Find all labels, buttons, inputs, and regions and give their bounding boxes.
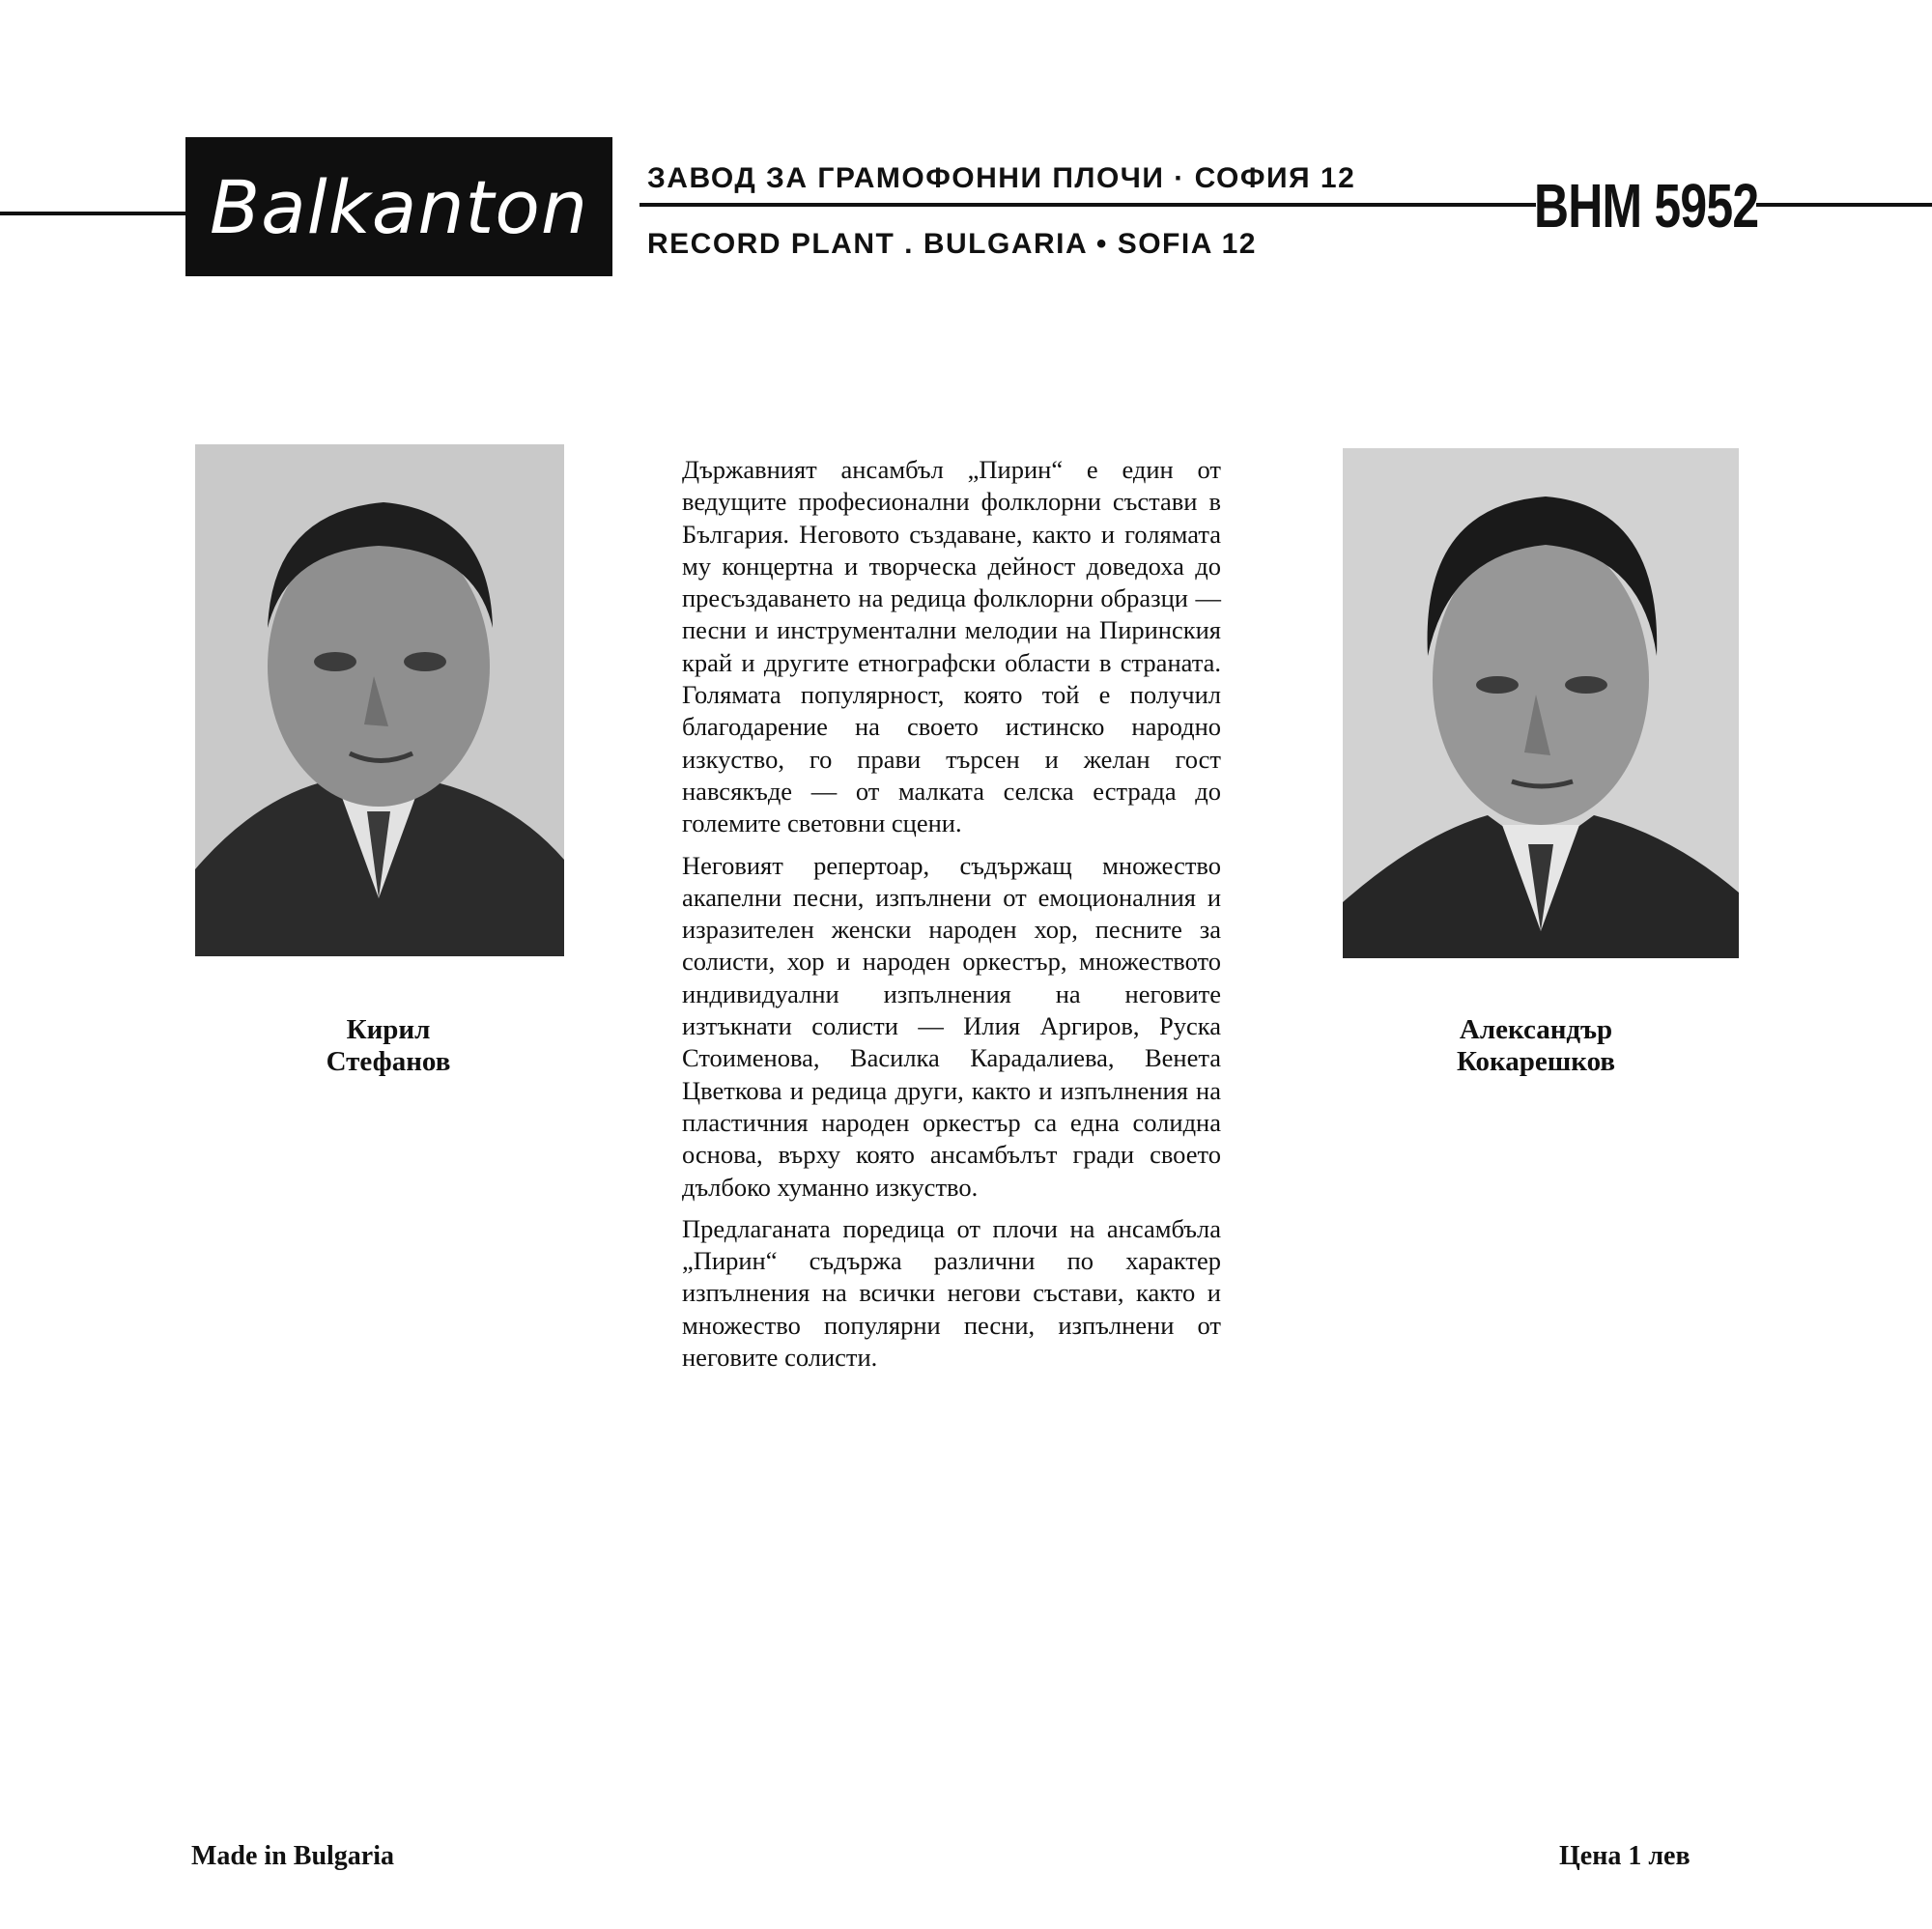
header-line-english: RECORD PLANT . BULGARIA • SOFIA 12 (647, 228, 1257, 260)
caption-right-first-name: Александър (1459, 1014, 1613, 1045)
logo-text: Balkanton (209, 163, 589, 250)
header-line-bulgarian: ЗАВОД ЗА ГРАМОФОННИ ПЛОЧИ · СОФИЯ 12 (647, 162, 1356, 194)
article-body (682, 454, 1221, 1383)
article-paragraph-3: Предлаганата поредица от плочи на ансамбъла „Пирин“ съдържа различни по характер изпълнения на всички негови състави, както и множество популярни песни, изпълнени от неговите солисти. (682, 1213, 1221, 1373)
caption-left-last-name: Стефанов (326, 1046, 451, 1077)
catalog-number: ВНМ 5952 (1534, 171, 1759, 241)
portrait-caption-right (1391, 1014, 1681, 1078)
header-rule-right (1756, 203, 1932, 207)
article-paragraph-2: Неговият репертоар, съдържащ множество акапелни песни, изпълнени от емоционалния и изразителен женски народен хор, песните за солисти, хор и народен оркестър, множеството индивидуални изпълнения на неговите изтъкнати солисти — Илия Аргиров, Руска Стоименова, Василка Карадалиева, Венета Цветкова и редица други, както и изпълнения на пластичния народен оркестър са една солидна основа, върху която ансамбълът гради своето дълбоко хуманно изкуство. (682, 850, 1221, 1202)
header-rule-left (0, 212, 185, 215)
balkanton-logo (185, 137, 612, 276)
price-label: Цена 1 лев (1559, 1841, 1690, 1871)
made-in-label: Made in Bulgaria (191, 1841, 395, 1871)
caption-left-first-name: Кирил (346, 1014, 431, 1045)
caption-right-last-name: Кокарешков (1456, 1046, 1616, 1077)
header-rule-middle (639, 203, 1536, 207)
portrait-caption-left (243, 1014, 533, 1078)
portrait-photo-right (1343, 448, 1739, 958)
article-paragraph-1: Държавният ансамбъл „Пирин“ е един от ведущите професионални фолклорни състави в България. Неговото създаване, както и голямата му концертна и творческа дейност доведоха до пресъздаването на редица фолклорни образци — песни и инструментални мелодии на Пиринския край и другите етнографски области в страната. Голямата популярност, която той е получил благодарение на своето истинско народно изкуство, го прави търсен и желан гост навсякъде — от малката селска естрада до големите световни сцени. (682, 455, 1221, 838)
portrait-photo-left (195, 444, 564, 956)
